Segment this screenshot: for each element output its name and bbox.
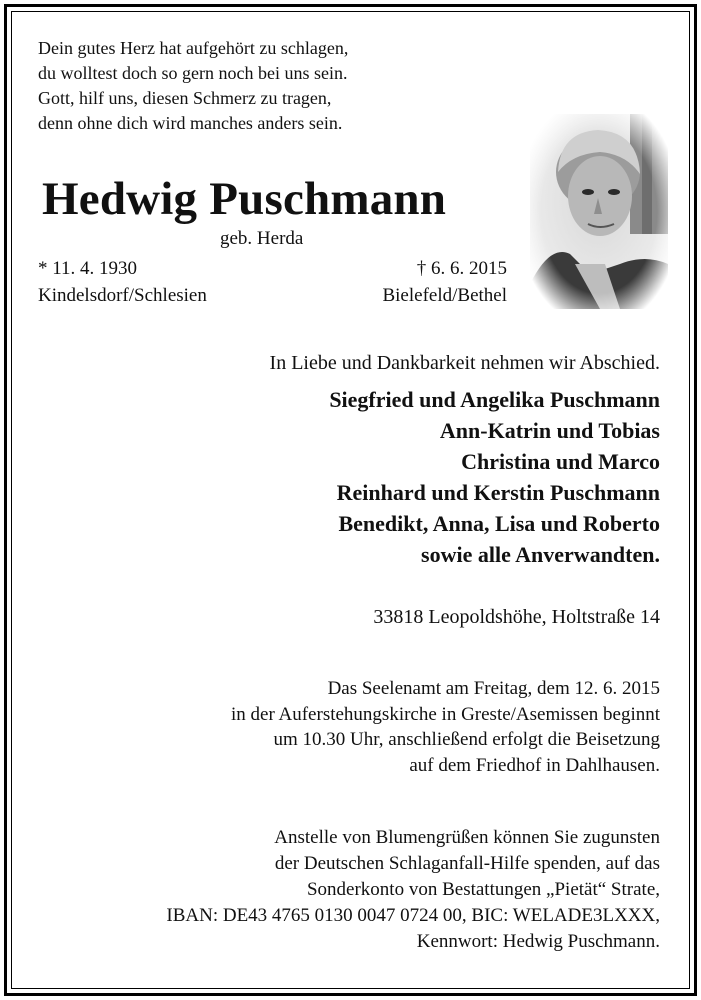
family-member-line: Christina und Marco (461, 449, 660, 474)
donation-line: IBAN: DE43 4765 0130 0047 0724 00, BIC: WELADE3LXXX, (166, 905, 660, 926)
poem-line: Gott, hilf uns, diesen Schmerz zu tragen, (38, 88, 332, 108)
service-line: auf dem Friedhof in Dahlhausen. (409, 754, 660, 776)
poem-line: denn ohne dich wird manches anders sein. (38, 113, 343, 133)
poem-line: Dein gutes Herz hat aufgehört zu schlagen, (38, 38, 349, 58)
donation-line: der Deutschen Schlaganfall-Hilfe spenden, auf das (274, 853, 660, 874)
maiden-name: geb. Herda (220, 228, 304, 249)
farewell-intro: In Liebe und Dankbarkeit nehmen wir Abschied. (269, 352, 660, 374)
family-member-line: Benedikt, Anna, Lisa und Roberto (338, 511, 660, 536)
family-member-line: Reinhard und Kerstin Puschmann (336, 480, 660, 505)
service-line: Das Seelenamt am Freitag, dem 12. 6. 2015 (327, 678, 660, 699)
donation-info (166, 825, 660, 955)
birth-date: * 11. 4. 1930 (38, 258, 138, 279)
service-line: um 10.30 Uhr, anschließend erfolgt die Beisetzung (273, 729, 660, 750)
family-list (329, 384, 660, 570)
service-info (231, 676, 660, 778)
donation-line: Kennwort: Hedwig Puschmann. (416, 931, 660, 952)
deceased-name: Hedwig Puschmann (42, 173, 447, 225)
portrait-photo (530, 114, 668, 309)
poem (38, 36, 348, 136)
family-address: 33818 Leopoldshöhe, Holtstraße 14 (373, 606, 660, 628)
poem-line: du wolltest doch so gern noch bei uns sein. (38, 63, 348, 83)
family-member-line: sowie alle Anverwandten. (421, 542, 660, 567)
donation-line: Sonderkonto von Bestattungen „Pietät“ Strate, (306, 879, 660, 900)
death-date: † 6. 6. 2015 (416, 258, 507, 279)
family-member-line: Siegfried und Angelika Puschmann (329, 387, 660, 412)
donation-line: Anstelle von Blumengrüßen können Sie zugunsten (274, 827, 660, 848)
service-line: in der Auferstehungskirche in Greste/Asemissen beginnt (231, 703, 660, 725)
birth-place: Kindelsdorf/Schlesien (38, 285, 207, 306)
death-place: Bielefeld/Bethel (382, 285, 507, 306)
family-member-line: Ann-Katrin und Tobias (439, 418, 660, 443)
